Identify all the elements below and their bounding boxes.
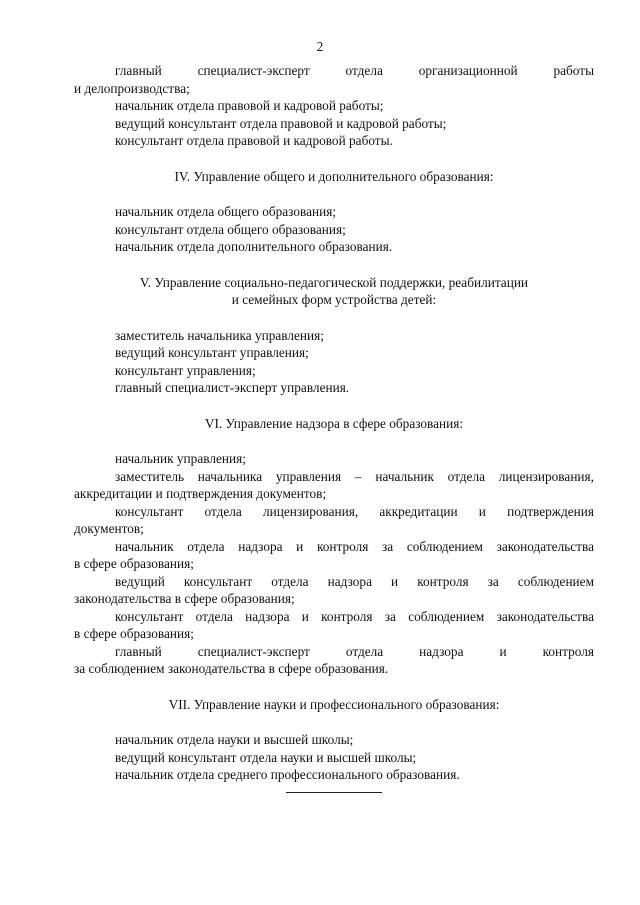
list-item: начальник управления; [115,451,246,466]
list-item-continuation: документов; [74,521,144,536]
section-heading-line: IV. Управление общего и дополнительного образования: [174,168,494,184]
list-item-continuation: аккредитации и подтверждения документов; [74,486,327,501]
section-heading-line: и семейных форм устройства детей: [231,292,437,307]
list-item: консультант отдела общего образования; [115,221,346,237]
list-item: ведущий консультант отдела науки и высшей школы; [115,749,417,765]
section-heading [74,696,594,714]
list-item-continuation: и делопроизводства; [74,80,190,96]
list-item-line: заместитель начальника управления – начальник отдела лицензирования, [115,468,594,484]
section-heading-line: VI. Управление надзора в сфере образования: [204,415,464,431]
list-item-continuation: в сфере образования; [74,556,194,571]
list-item-line: главный специалист-эксперт отдела организационной работы [115,63,594,78]
section-iv [74,168,594,256]
list-item [74,608,594,643]
intro-list [74,62,594,150]
section-vi [74,415,594,678]
list-item: начальник отдела дополнительного образования. [115,239,393,254]
list-item-line: консультант отдела надзора и контроля за соблюдением законодательства [115,608,594,624]
document-body [74,62,594,793]
section-heading [74,168,594,186]
list-item-line: ведущий консультант отдела надзора и контроля за соблюдением [115,573,594,589]
section-v [74,274,594,397]
section-heading [74,415,594,433]
section-vii [74,696,594,784]
list-item-line: консультант отдела лицензирования, аккредитации и подтверждения [115,503,594,519]
end-divider [286,792,382,793]
list-item [74,538,594,573]
list-item: консультант управления; [115,362,256,378]
section-heading-line: VII. Управление науки и профессионального образования: [168,696,500,712]
list-item-line: главный специалист-эксперт отдела надзора и контроля [115,643,594,659]
list-item [74,468,594,503]
list-item [74,503,594,538]
list-item: ведущий консультант отдела правовой и кадровой работы; [115,115,447,131]
list-item: консультант отдела правовой и кадровой работы. [115,133,393,148]
list-item: начальник отдела среднего профессионального образования. [115,767,460,782]
list-item: начальник отдела общего образования; [115,204,337,219]
list-item: главный специалист-эксперт управления. [115,380,350,395]
list-item [74,573,594,608]
list-item: ведущий консультант управления; [115,345,309,360]
section-heading-line: V. Управление социально-педагогической поддержки, реабилитации [139,274,529,290]
page-number: 2 [316,39,324,54]
list-item-continuation: в сфере образования; [74,626,194,641]
list-item-continuation: законодательства в сфере образования; [74,591,295,606]
list-item-continuation: за соблюдением законодательства в сфере образования. [74,661,389,676]
list-item [74,643,594,678]
list-item: начальник отдела науки и высшей школы; [115,732,354,747]
section-heading [74,274,594,309]
list-item: начальник отдела правовой и кадровой работы; [115,98,384,113]
list-item-line: начальник отдела надзора и контроля за соблюдением законодательства [115,538,594,554]
list-item: заместитель начальника управления; [115,327,324,343]
list-item [74,62,594,97]
